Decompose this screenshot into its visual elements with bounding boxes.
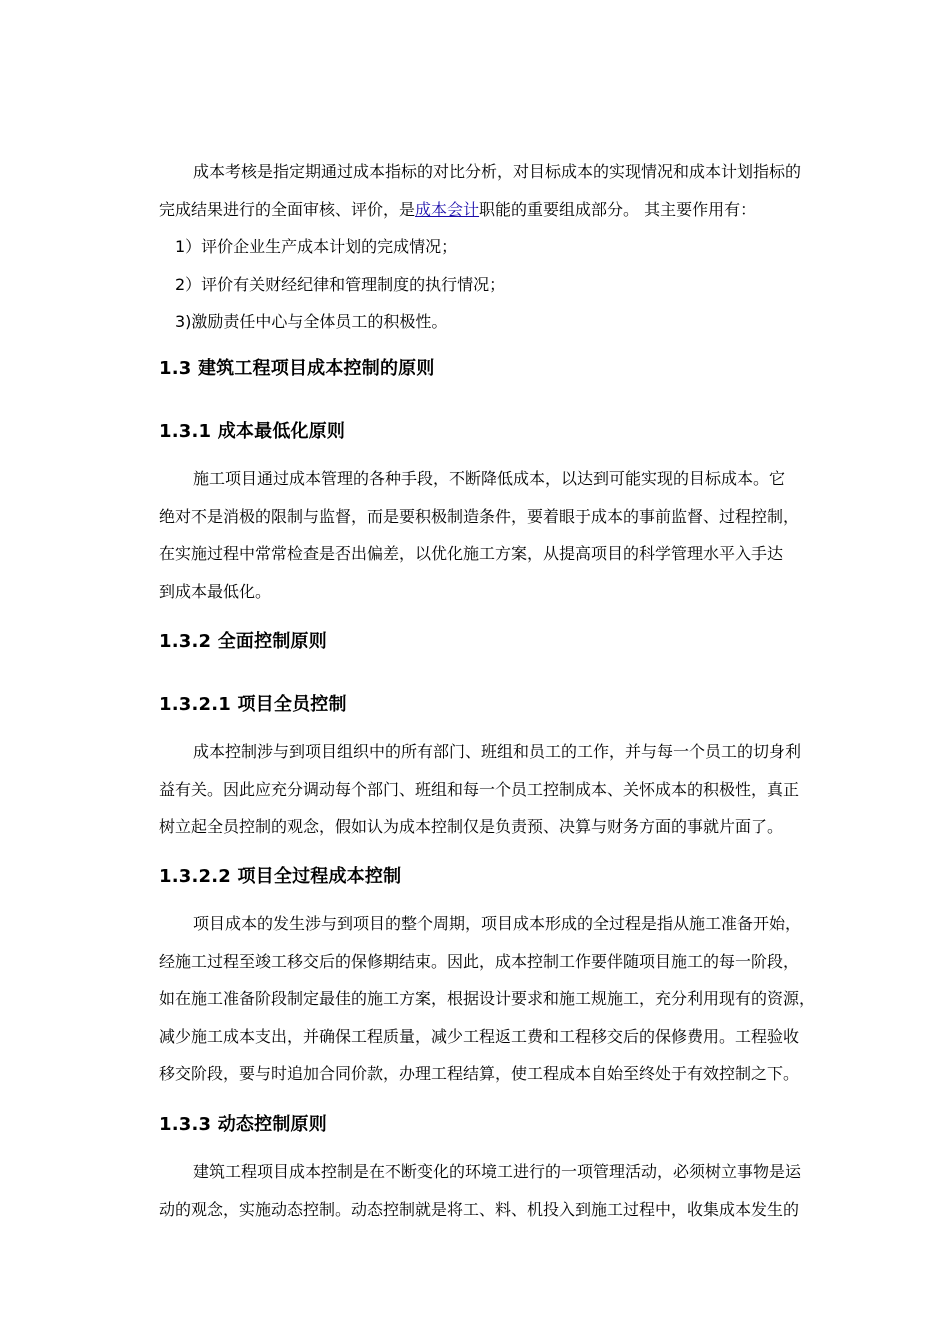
paragraph-line: 减少施工成本支出，并确保工程质量，减少工程返工费和工程移交后的保修费用。工程验收 [159, 1026, 800, 1046]
paragraph-1-3-3 [159, 1153, 839, 1228]
paragraph-line: 成本控制涉与到项目组织中的所有部门、班组和员工的工作，并与每一个员工的切身利 [193, 742, 802, 761]
heading-1-3-3: 1.3.3 动态控制原则 [159, 1114, 327, 1135]
list-item: 1）评价企业生产成本计划的完成情况； [175, 237, 458, 256]
paragraph-line: 经施工过程至竣工移交后的保修期结束。因此，成本控制工作要伴随项目施工的每一阶段， [159, 951, 800, 971]
paragraph-1-3-2-2 [159, 905, 839, 1093]
list-item: 3)激励责任中心与全体员工的积极性。 [175, 312, 448, 331]
heading-1-3: 1.3 建筑工程项目成本控制的原则 [159, 358, 435, 379]
paragraph-1-3-2-1 [159, 733, 839, 846]
heading-1-3-2-2: 1.3.2.2 项目全过程成本控制 [159, 866, 402, 887]
paragraph-line: 施工项目通过成本管理的各种手段，不断降低成本，以达到可能实现的目标成本。它 [193, 469, 786, 488]
cost-accounting-link[interactable]: 成本会计 [415, 199, 480, 219]
paragraph-line: 建筑工程项目成本控制是在不断变化的环境工进行的一项管理活动，必须树立事物是运 [193, 1162, 802, 1181]
list-item: 2）评价有关财经纪律和管理制度的执行情况； [175, 274, 506, 294]
paragraph-line: 在实施过程中常常检查是否出偏差，以优化施工方案，从提高项目的科学管理水平入手达 [159, 544, 784, 563]
intro-line-1: 成本考核是指定期通过成本指标的对比分析，对目标成本的实现情况和成本计划指标的 [193, 162, 802, 181]
purpose-list [159, 228, 839, 341]
intro-line-2-text-a: 完成结果进行的全面审核、评价，是 [159, 199, 416, 219]
paragraph-line: 益有关。因此应充分调动每个部门、班组和每一个员工控制成本、关怀成本的积极性，真正 [159, 779, 800, 799]
intro-line-2-text-b: 职能的重要组成部分。 其主要作用有： [479, 199, 757, 219]
paragraph-line: 项目成本的发生涉与到项目的整个周期，项目成本形成的全过程是指从施工准备开始， [193, 914, 802, 933]
heading-1-3-1: 1.3.1 成本最低化原则 [159, 421, 346, 442]
paragraph-line: 动的观念，实施动态控制。动态控制就是将工、料、机投入到施工过程中，收集成本发生的 [159, 1199, 800, 1219]
heading-1-3-2: 1.3.2 全面控制原则 [159, 631, 327, 652]
heading-1-3-2-1: 1.3.2.1 项目全员控制 [159, 694, 347, 715]
paragraph-line: 到成本最低化。 [159, 581, 272, 601]
paragraph-line: 如在施工准备阶段制定最佳的施工方案，根据设计要求和施工规施工，充分利用现有的资源， [159, 989, 816, 1008]
paragraph-line: 绝对不是消极的限制与监督，而是要积极制造条件，要着眼于成本的事前监督、过程控制， [159, 506, 800, 526]
paragraph-1-3-1 [159, 460, 839, 610]
intro-line-2 [159, 191, 839, 229]
paragraph-line: 树立起全员控制的观念，假如认为成本控制仅是负责预、决算与财务方面的事就片面了。 [159, 817, 784, 836]
intro-paragraph [159, 153, 839, 228]
paragraph-line: 移交阶段，要与时追加合同价款，办理工程结算，使工程成本自始至终处于有效控制之下。 [159, 1064, 800, 1083]
